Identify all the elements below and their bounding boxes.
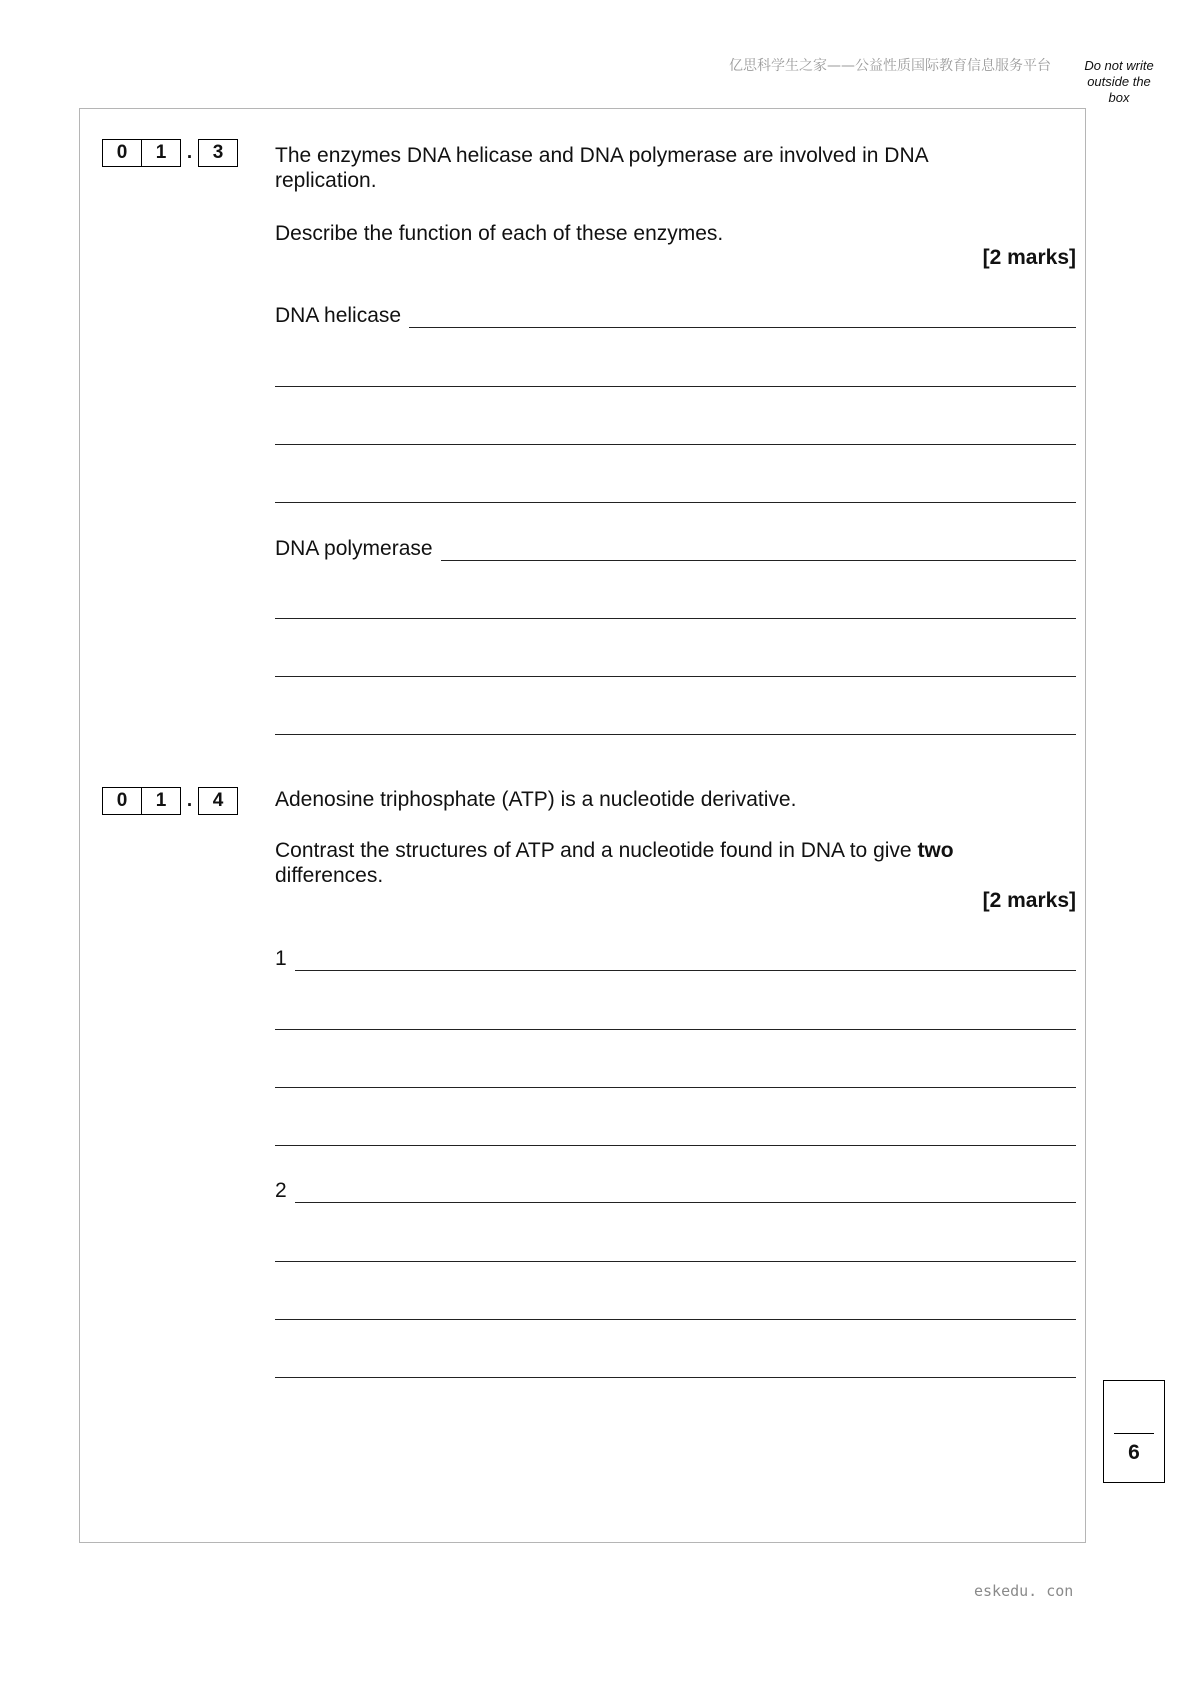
question-dot: . bbox=[186, 142, 193, 163]
question-digit: 4 bbox=[198, 787, 238, 815]
answer-row-2[interactable] bbox=[275, 1178, 1076, 1203]
answer-line[interactable] bbox=[409, 327, 1076, 328]
marks-label: [2 marks] bbox=[982, 889, 1076, 912]
answer-line[interactable] bbox=[275, 1319, 1076, 1320]
question-digit: 0 bbox=[102, 139, 142, 167]
answer-line[interactable] bbox=[275, 1377, 1076, 1378]
question-instruction: Describe the function of each of these enzymes. bbox=[275, 222, 724, 245]
answer-line[interactable] bbox=[275, 734, 1076, 735]
footer-site: eskedu. con bbox=[974, 1582, 1074, 1600]
answer-line[interactable] bbox=[275, 618, 1076, 619]
total-divider bbox=[1114, 1433, 1154, 1434]
question-digit: 1 bbox=[142, 139, 181, 167]
answer-line[interactable] bbox=[295, 970, 1076, 971]
instruction-emphasis: two bbox=[917, 839, 954, 862]
answer-line[interactable] bbox=[295, 1202, 1076, 1203]
question-instruction-line bbox=[275, 838, 1075, 863]
answer-line[interactable] bbox=[275, 1087, 1076, 1088]
margin-note bbox=[1078, 58, 1160, 106]
answer-line[interactable] bbox=[275, 386, 1076, 387]
answer-line[interactable] bbox=[275, 502, 1076, 503]
margin-note-line: box bbox=[1108, 90, 1130, 105]
question-instruction bbox=[275, 838, 1075, 888]
answer-line[interactable] bbox=[275, 1145, 1076, 1146]
answer-row-1[interactable] bbox=[275, 946, 1076, 971]
answer-line[interactable] bbox=[441, 560, 1076, 561]
answer-line[interactable] bbox=[275, 676, 1076, 677]
margin-note-line: outside the bbox=[1087, 74, 1151, 89]
marks-label: [2 marks] bbox=[982, 246, 1076, 269]
question-stem: Adenosine triphosphate (ATP) is a nucleotide derivative. bbox=[275, 788, 797, 811]
question-digit: 1 bbox=[142, 787, 181, 815]
question-digit: 0 bbox=[102, 787, 142, 815]
page-total-box bbox=[1103, 1380, 1165, 1483]
answer-row-helicase[interactable] bbox=[275, 303, 1076, 328]
answer-label: 2 bbox=[275, 1179, 287, 1202]
answer-line[interactable] bbox=[275, 1029, 1076, 1030]
question-stem-line: replication. bbox=[275, 169, 377, 192]
answer-row-polymerase[interactable] bbox=[275, 536, 1076, 561]
answer-label: DNA helicase bbox=[275, 304, 402, 327]
page-total-value: 6 bbox=[1128, 1441, 1140, 1464]
question-number-01-3 bbox=[102, 139, 238, 167]
answer-line[interactable] bbox=[275, 444, 1076, 445]
question-stem-line: The enzymes DNA helicase and DNA polymerase are involved in DNA bbox=[275, 144, 929, 167]
watermark-text: 亿思科学生之家——公益性质国际教育信息服务平台 bbox=[729, 58, 1051, 74]
question-instruction-line: differences. bbox=[275, 864, 384, 887]
question-dot: . bbox=[186, 790, 193, 811]
instruction-text: Contrast the structures of ATP and a nucleotide found in DNA to give bbox=[275, 839, 918, 862]
question-digit: 3 bbox=[198, 139, 238, 167]
answer-label: 1 bbox=[275, 947, 287, 970]
answer-label: DNA polymerase bbox=[275, 537, 433, 560]
question-stem bbox=[275, 143, 1075, 193]
question-number-01-4 bbox=[102, 787, 238, 815]
answer-line[interactable] bbox=[275, 1261, 1076, 1262]
margin-note-line: Do not write bbox=[1084, 58, 1154, 73]
